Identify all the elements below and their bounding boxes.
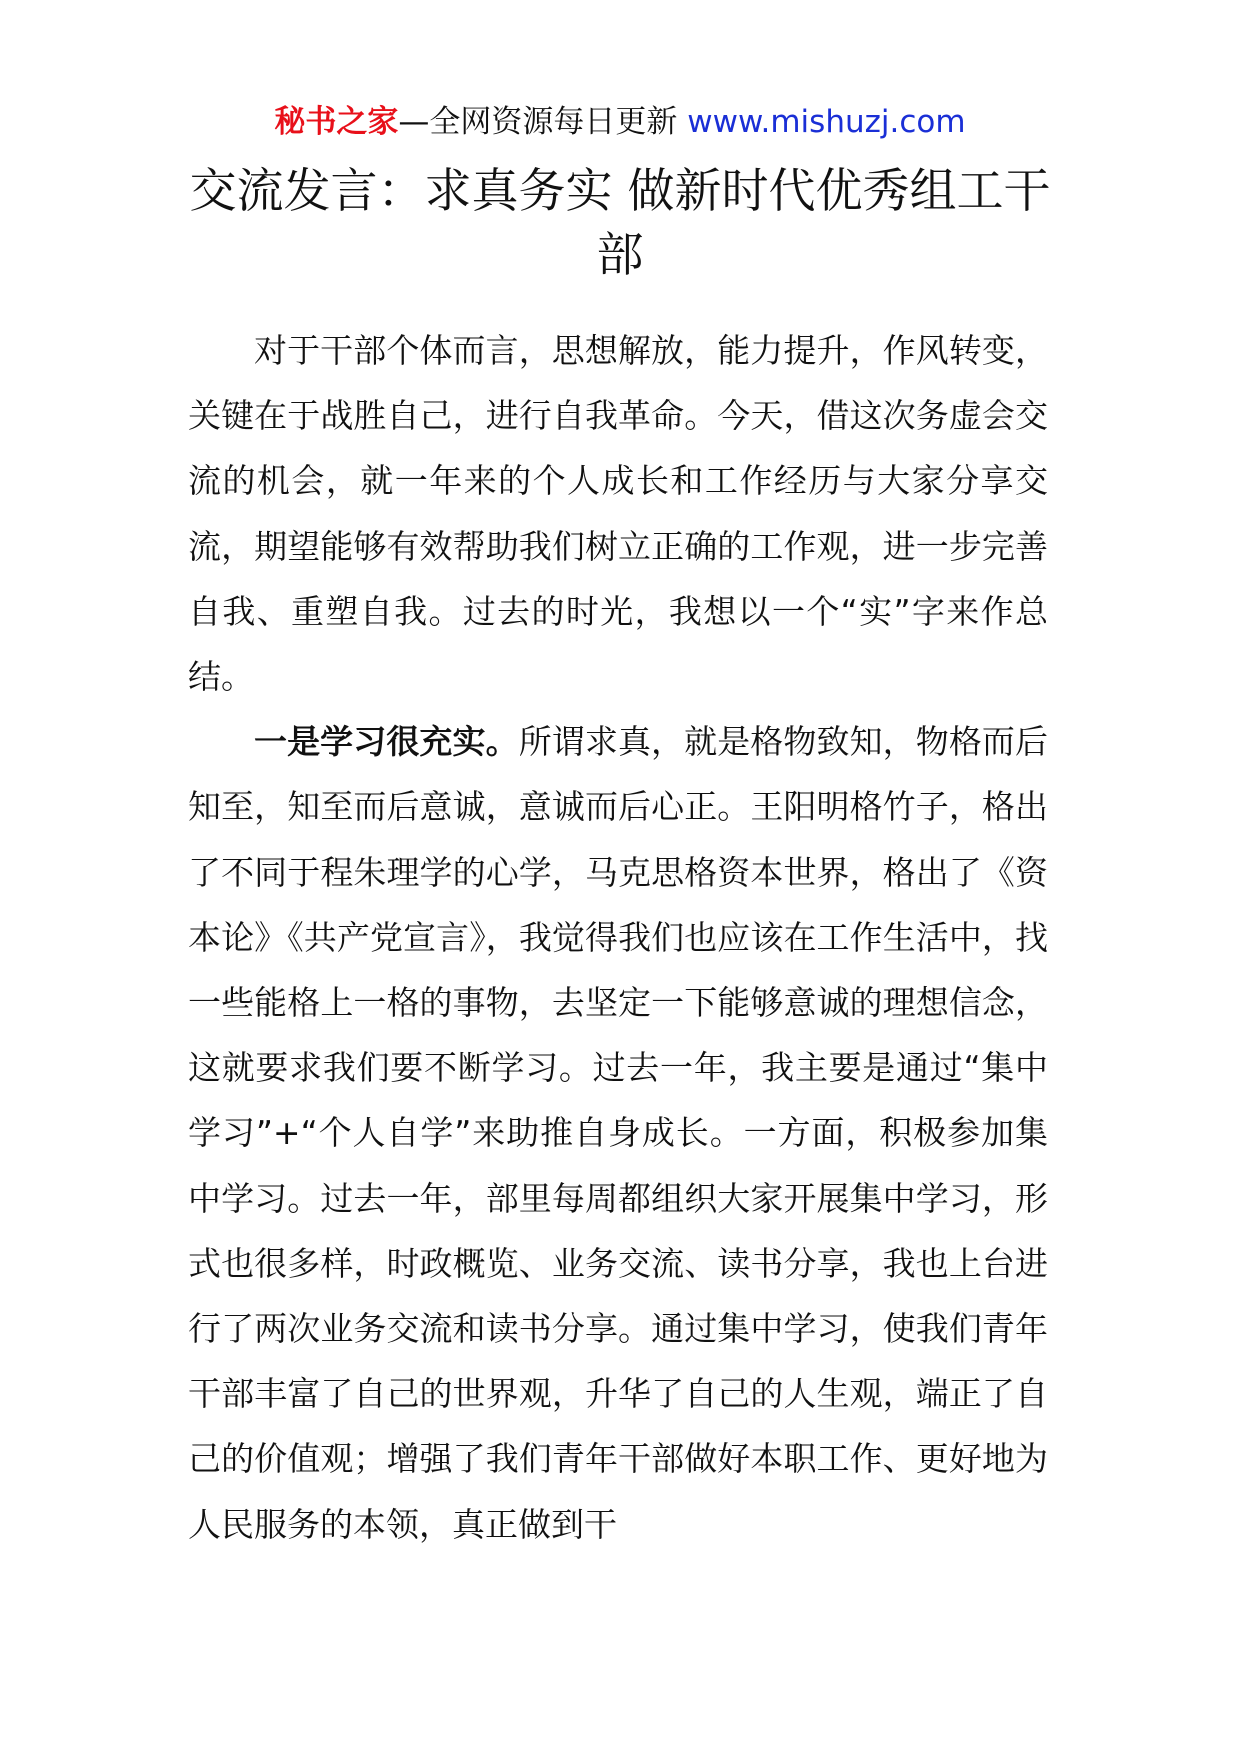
site-header: [0, 100, 1240, 144]
paragraph-text: 所谓求真，就是格物致知，物格而后知至，知至而后意诚，意诚而后心正。王阳明格竹子，格出了不同于程朱理学的心学，马克思格资本世界，格出了《资本论》《共产党宣言》，我觉得我们也应该在工作生活中，找一些能格上一格的事物，去坚定一下能够意诚的理想信念，这就要求我们要不断学习。过去一年，我主要是通过“集中学习”+“个人自学”来助推自身成长。一方面，积极参加集中学习。过去一年，部里每周都组织大家开展集中学习，形式也很多样，时政概览、业务交流、读书分享，我也上台进行了两次业务交流和读书分享。通过集中学习，使我们青年干部丰富了自己的世界观，升华了自己的人生观，端正了自己的价值观；增强了我们青年干部做好本职工作、更好地为人民服务的本领，真正做到干: [188, 722, 1049, 1544]
site-url-link[interactable]: www.mishuzj.com: [687, 104, 966, 140]
paragraph-text: 对于干部个体而言，思想解放，能力提升，作风转变，关键在于战胜自己，进行自我革命。今天，借这次务虚会交流的机会，就一年来的个人成长和工作经历与大家分享交流，期望能够有效帮助我们树立正确的工作观，进一步完善自我、重塑自我。过去的时光，我想以一个“实”字来作总结。: [188, 331, 1048, 697]
brand-name: 秘书之家: [274, 104, 399, 140]
document-title: 交流发言：求真务实 做新时代优秀组工干部: [189, 164, 1051, 283]
document-body: [188, 318, 1048, 1557]
paragraph-study: [188, 709, 1048, 1557]
header-slogan: —全网资源每日更新: [398, 104, 678, 140]
paragraph-lead: 一是学习很充实。: [254, 722, 519, 762]
paragraph-intro: [188, 318, 1048, 709]
